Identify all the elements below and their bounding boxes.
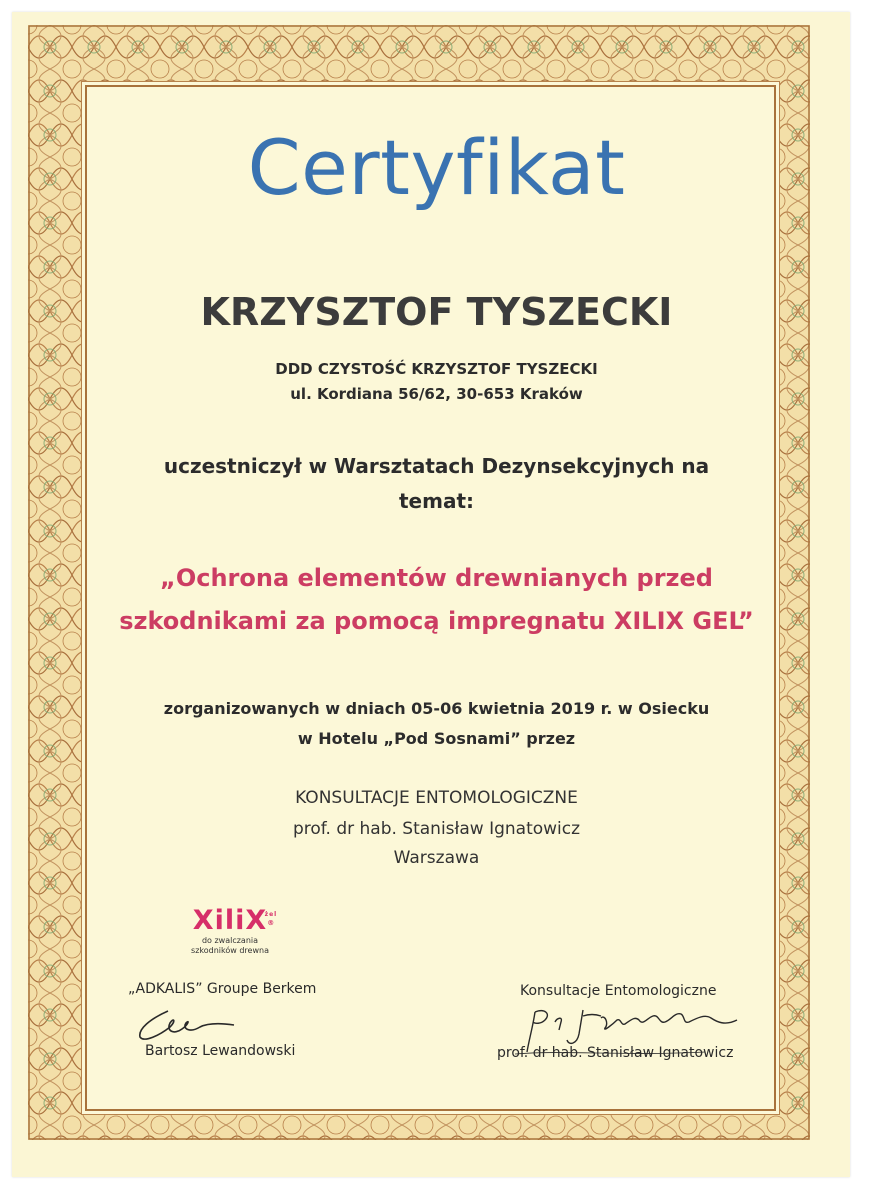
logo-wordmark: XiliX — [192, 905, 268, 936]
organized-line-1: zorganizowanych w dniach 05-06 kwietnia 2019 r. w Osiecku — [163, 699, 710, 718]
company-name: DDD CZYSTOŚĆ KRZYSZTOF TYSZECKI — [275, 360, 598, 378]
xilix-logo — [180, 906, 280, 956]
consultant-name: prof. dr hab. Stanisław Ignatowicz — [292, 819, 581, 839]
right-signatory-name: prof. dr hab. Stanisław Ignatowicz — [497, 1045, 734, 1061]
company-address: ul. Kordiana 56/62, 30-653 Kraków — [290, 385, 583, 403]
participation-line-1: uczestniczył w Warsztatach Dezynsekcyjnych na — [163, 454, 710, 478]
consultation-org: KONSULTACJE ENTOMOLOGICZNE — [295, 788, 578, 808]
logo-subtitle-line-1: do zwalczania — [201, 936, 259, 945]
participation-line-2: temat: — [398, 489, 475, 513]
left-signatory-org: „ADKALIS” Groupe Berkem — [128, 981, 317, 997]
participation-statement — [150, 449, 723, 519]
consultation-city: Warszawa — [393, 848, 480, 868]
workshop-topic — [110, 557, 763, 643]
left-signature-icon — [130, 1005, 240, 1045]
left-signatory-name: Bartosz Lewandowski — [145, 1043, 296, 1059]
right-signatory-org: Konsultacje Entomologiczne — [520, 983, 717, 999]
topic-line-1: „Ochrona elementów drewnianych przed — [160, 564, 713, 592]
organized-line-2: w Hotelu „Pod Sosnami” przez — [297, 729, 576, 748]
certificate-title: Certyfikat — [247, 123, 626, 212]
gel-mark: żel — [264, 911, 278, 918]
logo-subtitle-line-2: szkodników drewna — [191, 946, 269, 955]
topic-line-2: szkodnikami za pomocą impregnatu XILIX GEL” — [119, 607, 754, 635]
recipient-name: KRZYSZTOF TYSZECKI — [200, 290, 673, 334]
organization-details — [120, 694, 753, 754]
registered-mark: ® — [267, 919, 276, 927]
